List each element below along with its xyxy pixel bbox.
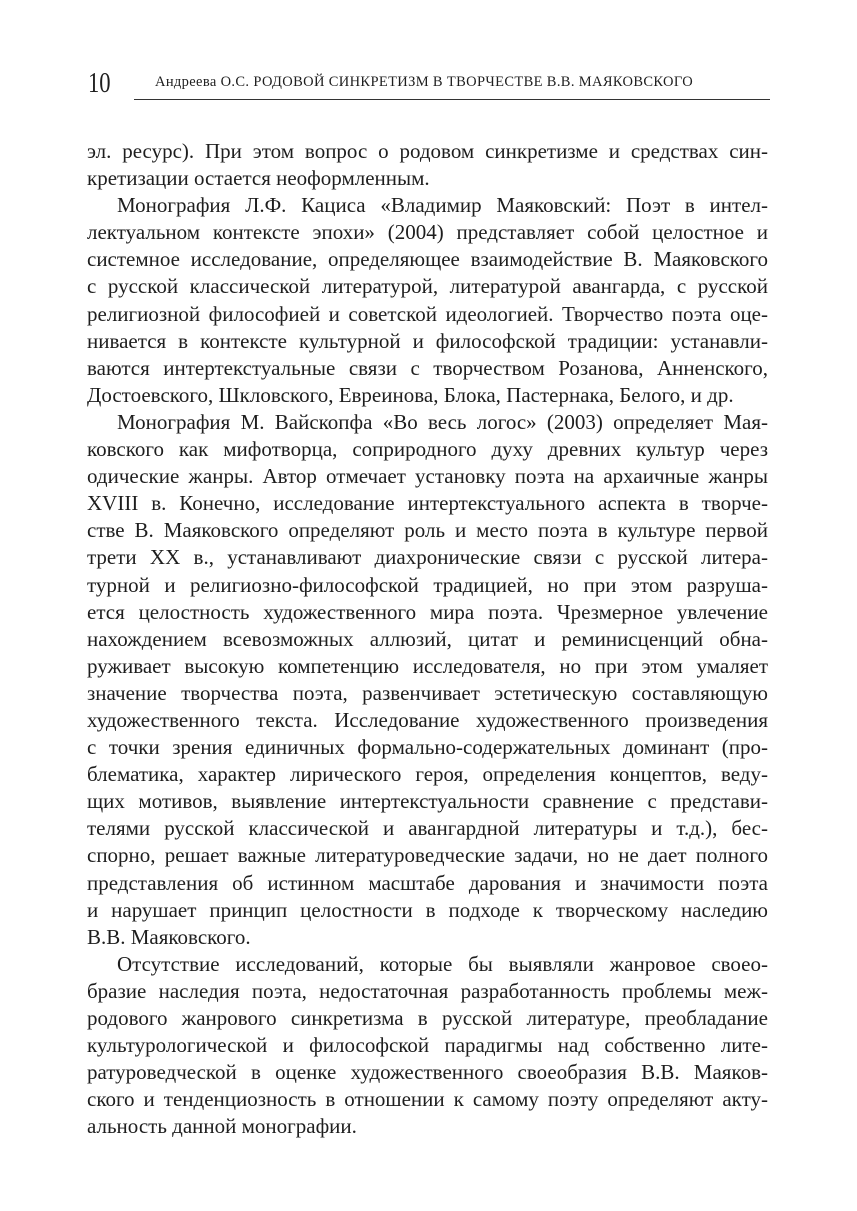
text-line: трети XX в., устанавливают диахронические связи с русской литера- <box>87 545 768 570</box>
text-line: культурологической и философской парадигмы над собственно лите- <box>87 1033 768 1058</box>
text-line: ратуроведческой в оценке художественного своеобразия В.В. Маяков- <box>87 1060 768 1085</box>
text-line: блематика, характер лирического героя, определения концептов, веду- <box>87 762 768 787</box>
text-line: одические жанры. Автор отмечает установку поэта на архаичные жанры <box>87 464 768 489</box>
text-line: спорно, решает важные литературоведческие задачи, но не дает полного <box>87 843 768 868</box>
page-number: 10 <box>88 67 111 99</box>
text-line: турной и религиозно-философской традицией, но при этом разруша- <box>87 572 768 597</box>
text-line: лектуальном контексте эпохи» (2004) представляет собой целостное и <box>87 220 768 245</box>
text-line: ваются интертекстуальные связи с творчеством Розанова, Анненского, <box>87 355 768 380</box>
text-line: ского и тенденциозность в отношении к самому поэту определяют акту- <box>87 1087 768 1112</box>
text-line: ковского как мифотворца, соприродного духу древних культур через <box>87 437 768 462</box>
text-line: религиозной философией и советской идеологией. Творчество поэта оце- <box>87 301 768 326</box>
text-line: и нарушает принцип целостности в подходе к творческому наследию <box>87 897 768 922</box>
running-header <box>88 62 768 102</box>
header-rule <box>134 99 770 100</box>
text-line: нивается в контексте культурной и философской традиции: устанавли- <box>87 328 768 353</box>
text-line: щих мотивов, выявление интертекстуальности сравнение с представи- <box>87 789 768 814</box>
text-line: родового жанрового синкретизма в русской литературе, преобладание <box>87 1006 768 1030</box>
text-line: представления об истинном масштабе дарования и значимости поэта <box>87 870 768 895</box>
text-line: Достоевского, Шкловского, Евреинова, Блока, Пастернака, Белого, и др. <box>87 382 734 407</box>
paragraph-2 <box>87 192 768 409</box>
text-line: значение творчества поэта, развенчивает эстетическую составляющую <box>87 680 768 705</box>
text-line: бразие наследия поэта, недостаточная разработанность проблемы меж- <box>87 978 768 1003</box>
text-line: телями русской классической и авангардной литературы и т.д.), бес- <box>87 816 768 841</box>
paragraph-1 <box>87 138 768 192</box>
text-line: Монография Л.Ф. Кациса «Владимир Маяковский: Поэт в интел- <box>117 193 768 218</box>
text-line: стве В. Маяковского определяют роль и место поэта в культуре первой <box>87 518 768 543</box>
text-line: с точки зрения единичных формально-содержательных доминант (про- <box>87 735 768 760</box>
text-line: системное исследование, определяющее взаимодействие В. Маяковского <box>87 247 768 272</box>
paragraph-3 <box>87 409 768 951</box>
text-line: художественного текста. Исследование художественного произведения <box>87 707 768 732</box>
text-line: альность данной монографии. <box>87 1114 357 1139</box>
text-line: XVIII в. Конечно, исследование интертекстуального аспекта в творче- <box>87 491 768 516</box>
text-line: нахождением всевозможных аллюзий, цитат и реминисценций обна- <box>87 626 768 651</box>
body-text <box>87 138 768 1140</box>
text-line: Отсутствие исследований, которые бы выявляли жанровое своео- <box>117 951 768 976</box>
running-title: Андреева О.С. РОДОВОЙ СИНКРЕТИЗМ В ТВОРЧЕСТВЕ В.В. МАЯКОВСКОГО <box>155 74 694 90</box>
text-line: Монография М. Вайскопфа «Во весь логос» (2003) определяет Мая- <box>117 409 768 434</box>
text-line: руживает высокую компетенцию исследователя, но при этом умаляет <box>87 653 768 678</box>
text-line: с русской классической литературой, литературой авангарда, с русской <box>87 274 768 299</box>
paragraph-4 <box>87 951 768 1141</box>
text-line: эл. ресурс). При этом вопрос о родовом синкретизме и средствах син- <box>87 139 768 163</box>
text-line: ется целостность художественного мира поэта. Чрезмерное увлечение <box>87 599 768 624</box>
text-line: кретизации остается неоформленным. <box>87 166 430 191</box>
text-line: В.В. Маяковского. <box>87 924 251 949</box>
